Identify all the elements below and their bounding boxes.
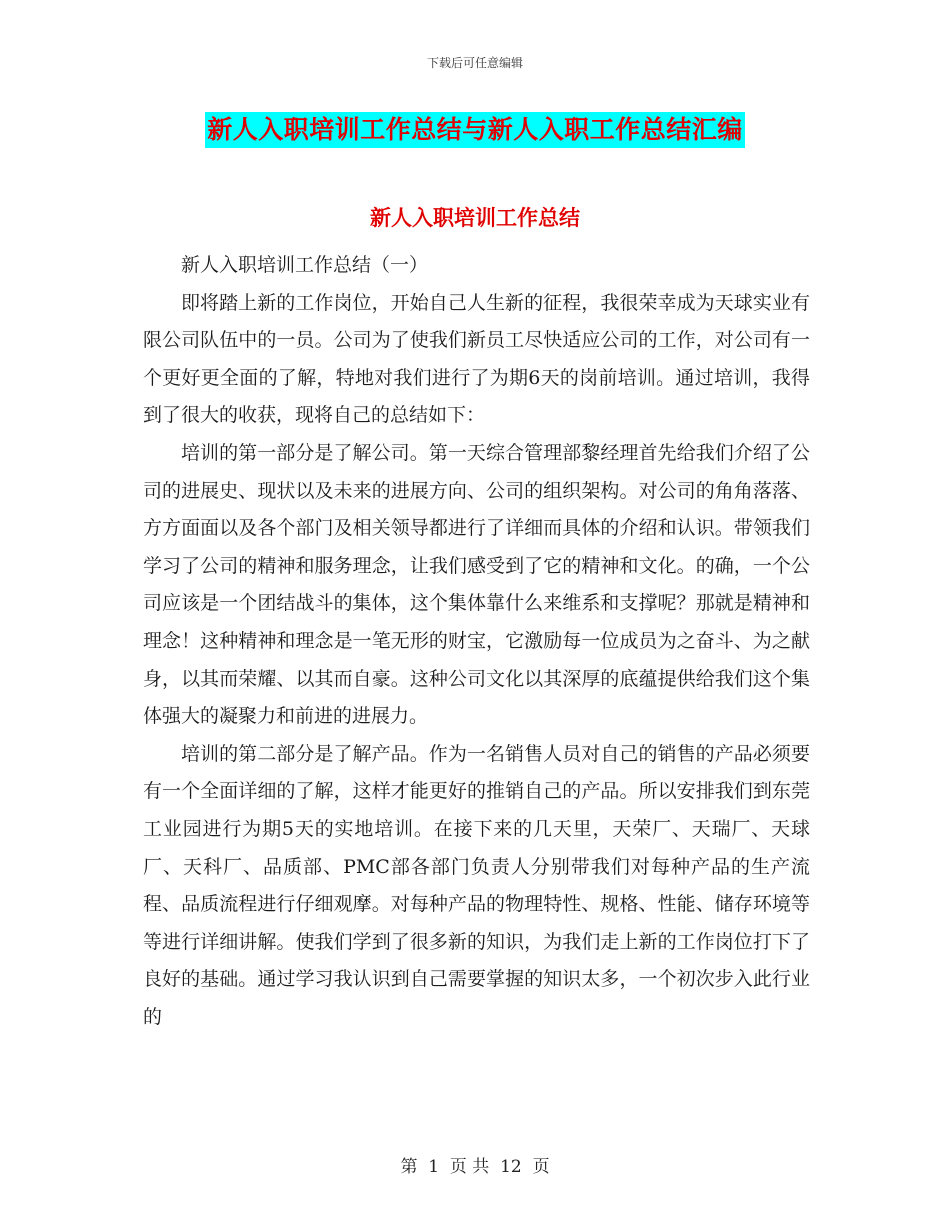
body-paragraph-company: 培训的第一部分是了解公司。第一天综合管理部黎经理首先给我们介绍了公司的进展史、现状以及未来的进展方向、公司的组织架构。对公司的角角落落、方方面面以及各个部门及相关领导都进行了详细而具体的介绍和认识。带领我们学习了公司的精神和服务理念，让我们感受到了它的精神和文化。的确，一个公司应该是一个团结战斗的集体，这个集体靠什么来维系和支撑呢？那就是精神和理念！这种精神和理念是一笔无形的财宝，它激励每一位成员为之奋斗、为之献身，以其而荣耀、以其而自豪。这种公司文化以其深厚的底蕴提供给我们这个集体强大的凝聚力和前进的进展力。 <box>143 441 810 728</box>
header-note: 下载后可任意编辑 <box>426 56 523 70</box>
body-paragraph-product: 培训的第二部分是了解产品。作为一名销售人员对自己的销售的产品必须要有一个全面详细的了解，这样才能更好的推销自己的产品。所以安排我们到东莞工业园进行为期5天的实地培训。在接下来的几天里，天荣厂、天瑞厂、天球厂、天科厂、品质部、PMC部各部门负责人分别带我们对每种产品的生产流程、品质流程进行仔细观摩。对每种产品的物理特性、规格、性能、储存环境等等进行详细讲解。使我们学到了很多新的知识，为我们走上新的工作岗位打下了良好的基础。通过学习我认识到自己需要掌握的知识太多，一个初次步入此行业的 <box>143 742 810 1028</box>
footer-prefix: 第 <box>400 1157 418 1177</box>
footer-page-total: 12 <box>500 1157 522 1177</box>
footer-page-number: 1 <box>428 1157 440 1177</box>
document-body <box>143 247 810 1036</box>
footer-suffix: 页 <box>532 1157 550 1177</box>
document-title: 新人入职培训工作总结与新人入职工作总结汇编 <box>205 112 745 148</box>
body-paragraph-intro: 即将踏上新的工作岗位，开始自己人生新的征程，我很荣幸成为天球实业有限公司队伍中的一员。公司为了使我们新员工尽快适应公司的工作，对公司有一个更好更全面的了解，特地对我们进行了为期6天的岗前培训。通过培训，我得到了很大的收获，现将自己的总结如下： <box>143 291 810 427</box>
subheading-paragraph: 新人入职培训工作总结（一） <box>181 254 429 276</box>
section-title: 新人入职培训工作总结 <box>370 205 580 230</box>
footer-mid: 页 共 <box>449 1157 490 1177</box>
document-title-wrapper <box>0 112 950 148</box>
page-footer <box>0 1152 950 1177</box>
